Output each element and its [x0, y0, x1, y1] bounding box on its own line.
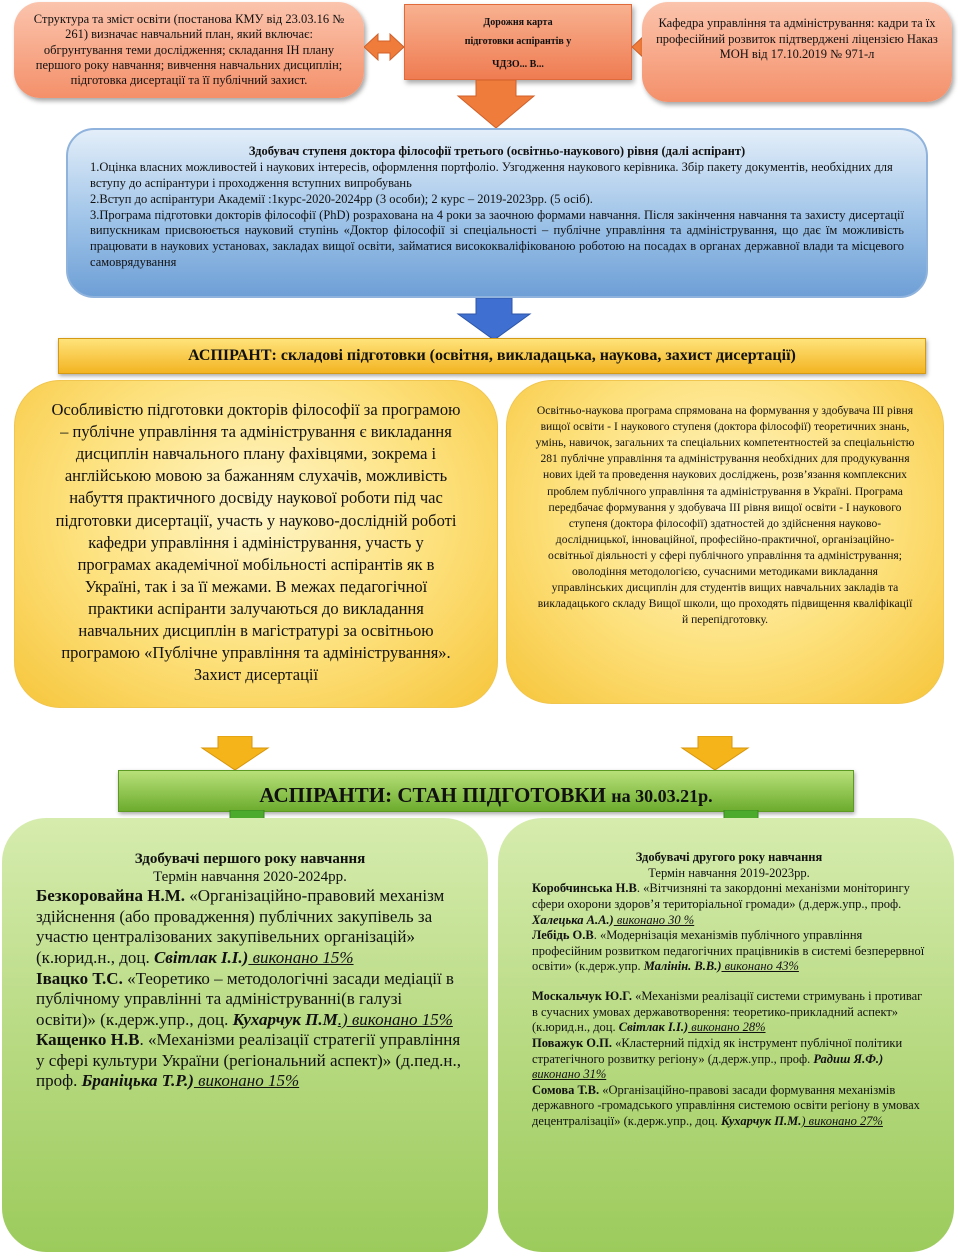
applicant-item1: 1.Оцінка власних можливостей і наукових інтересів, оформлення портфоліо. Узгодження наукового керівника. Збір пакету документів, необхідних для вступу до аспірантури і проходження вступних випробувань — [90, 159, 893, 190]
student-progress: ) виконано 27% — [801, 1114, 883, 1128]
second-year-entry — [532, 881, 926, 928]
student-progress: .) виконано 15% — [337, 1009, 453, 1029]
student-progress: виконано 31% — [532, 1067, 607, 1082]
applicant-title: Здобувач ступеня доктора філософії третього (освітньо-наукового) рівня (далі аспірант) — [248, 144, 746, 158]
second-year-title: Здобувачі другого року навчання — [635, 850, 823, 864]
student-supervisor: Світлак І.І.) — [618, 1020, 689, 1035]
first-year-box — [2, 818, 488, 1252]
program-box — [506, 380, 944, 704]
second-year-entry — [532, 928, 926, 975]
student-progress: виконано 15% — [248, 947, 354, 967]
first-year-entry — [36, 1030, 464, 1092]
student-topic: «Організаційно-правові засади формування механізмів державного -громадського управління системою освіти регіону в умовах децентралізації» (к.держ.упр., доц. — [532, 1082, 920, 1128]
top-left-box — [14, 2, 364, 98]
first-year-term: Термін навчання 2020-2024рр. — [153, 869, 347, 886]
roadmap-title-line1: Дорожня карта — [483, 17, 553, 28]
first-year-entry — [36, 969, 464, 1031]
student-topic: «Кластерний підхід як інструмент публічної політики стратегічного розвитку регіону» (д.держ.упр., проф. — [532, 1035, 903, 1066]
student-supervisor: Браніцька Т.Р.) — [81, 1071, 194, 1091]
student-progress: виконано 43% — [721, 959, 799, 974]
student-name: Сомова Т.В. — [532, 1082, 600, 1097]
down-arrow-gold-right-icon — [680, 736, 750, 772]
down-arrow-orange-icon — [456, 80, 536, 130]
student-name: Кащенко Н.В — [36, 1030, 140, 1050]
second-year-term: Термін навчання 2019-2023рр. — [648, 865, 810, 880]
second-year-entry — [532, 989, 926, 1036]
applicant-item2: 2.Вступ до аспірантури Академії :1курс-2020-2024рр (3 особи); 2 курс – 2019-2023рр. (5 осіб). — [90, 191, 593, 206]
down-arrow-blue-icon — [454, 298, 534, 342]
second-year-box — [498, 818, 954, 1252]
first-year-title: Здобувачі першого року навчання — [134, 851, 366, 867]
components-band — [58, 338, 926, 374]
top-right-box — [642, 2, 952, 102]
student-topic: «Механізми реалізації системи стримувань і противаг в сучасних умовах державотворення: теоретико-прикладний аспект» (к.юрид.н., доц. — [532, 989, 923, 1035]
student-name: Безкоровайна Н.М. — [36, 886, 186, 906]
features-text: Особливістю підготовки докторів філософії за програмою – публічне управління та адміністрування є викладання дисциплін навчального плану фахівцями, зокрема і англійською мовою за бажанням слухачів, можливість набуття практичного досвіду наукової роботи під час підготовки дисертації, участь у науково-дослідній роботі кафедри управління і адміністрування, участь у програмах академічної мобільності аспірантів як в Україні, так і за її межами. В межах педагогічної практики аспіранти залучаються до викладання навчальних дисциплін в магістратурі за освітньою програмою «Публічне управління та адміністрування». Захист дисертації — [51, 400, 461, 685]
status-band-date: на 30.03.21р. — [611, 786, 713, 806]
student-topic: «Теоретико – методологічні засади медіації в публічному управлінні та адмініструванні(в галузі освіти)» (к.держ.упр., доц. — [36, 968, 454, 1029]
student-progress: виконано 30 % — [613, 912, 695, 927]
student-topic: «Організаційно-правовий механізм здійснення (або провадження) публічних закупівель за участю централізованих закупівельних організацій» (к.юрид.н., доц. — [36, 886, 445, 967]
components-band-text: АСПІРАНТ: складові підготовки (освітня, викладацька, наукова, захист дисертації) — [188, 347, 796, 364]
student-progress: виконано 15% — [193, 1071, 300, 1091]
student-name: Івацко Т.С. — [36, 968, 123, 988]
student-name: Коробчинська Н.В — [532, 881, 637, 896]
double-arrow-left-icon — [364, 32, 404, 62]
roadmap-title-line3: ЧДЗО... В... — [492, 59, 544, 70]
student-topic: . «Механізми реалізації стратегії управління у сфері культури України (регіональний аспект)» (д.пед.н., проф. — [36, 1030, 462, 1091]
roadmap-title-box — [404, 4, 632, 80]
student-name: Лебідь О.В — [532, 928, 594, 943]
top-left-text: Структура та зміст освіти (постанова КМУ від 23.03.16 № 261) визначає навчальний план, який включає: обгрунтування теми дослідження; складання ІН плану першого року навчання; вивчення навчальних дисциплін; підготовка дисертації та її публічний захист. — [33, 12, 345, 87]
student-progress: виконано 28% — [688, 1020, 766, 1035]
student-topic: . «Модернізація механізмів публічного управління професійним розвитком педагогічних працівників в системі безперервної освіти» (к.держ.упр. — [532, 928, 925, 974]
status-band — [118, 770, 854, 812]
student-supervisor: Халецька А.А.) — [532, 912, 614, 927]
student-topic: . «Вітчизняні та закордонні механізми моніторингу сфери охорони здоров’я територіальної громади» (д.держ.упр., проф. — [532, 881, 910, 911]
student-supervisor: Радиш Я.Ф.) — [813, 1051, 884, 1066]
student-name: Москальчук Ю.Г. — [532, 989, 632, 1003]
first-year-entry — [36, 886, 464, 968]
student-supervisor: Малінін. В.В.) — [643, 959, 722, 974]
student-name: Поважук О.П. — [532, 1035, 612, 1050]
applicant-item3: 3.Програма підготовки докторів філософії (PhD) розрахована на 4 роки за заочною формами навчання. Після закінчення навчання та захисту дисертації випускникам присвоюється науковий ступінь «Доктор філософії зі спеціальності – публічне управління та адміністрування, що дає їм можливість працювати в наукових установах, закладах вищої освіти, займатися висококваліфікованою роботою на посадах в органах державної влади та місцевого самоврядування — [90, 207, 904, 270]
status-band-title: АСПІРАНТИ: СТАН ПІДГОТОВКИ — [259, 783, 612, 807]
second-year-entry — [532, 1036, 926, 1083]
student-supervisor: Кухарчук П.М. — [720, 1114, 802, 1128]
student-supervisor: Кухарчук П.М — [232, 1009, 338, 1029]
second-year-entry — [532, 1083, 926, 1130]
features-box — [14, 380, 498, 708]
down-arrow-gold-left-icon — [200, 736, 270, 772]
program-text: Освітньо-наукова програма спрямована на формування у здобувача ІІІ рівня вищої освіти - І наукового ступеня (доктора філософії) теоретичних знань, умінь, навичок, загальних та спеціальних компетентностей за спеціальністю 281 публічне управління та адміністрування необхідних для продукування нових ідей та проведення наукових досліджень, розв’язання комплексних проблем публічного управління та адміністрування в Україні. Програма передбачає формування у здобувача ІІІ рівня вищої освіти - І наукового ступеня (доктора філософії) здатностей до здійснення науково- дослідницької, інноваційної, професійно-практичної, організаційно-освітньої діяльності у сфері публічного управління та адміністрування; оволодіння методологією, сучасними методиками викладання управлінських дисциплін для студентів вищих навчальних закладів та викладацького складу Вищої школи, що проходять підвищення кваліфікації й перепідготовку. — [535, 404, 915, 627]
roadmap-title-line2: підготовки аспірантів у — [464, 36, 572, 47]
top-right-text: Кафедра управління та адміністрування: кадри та їх професійний розвиток підтверджені ліцензією Наказ МОН від 17.10.2019 № 971-л — [656, 16, 938, 62]
student-supervisor: Світлак І.І.) — [153, 947, 249, 967]
applicant-box — [66, 128, 928, 298]
